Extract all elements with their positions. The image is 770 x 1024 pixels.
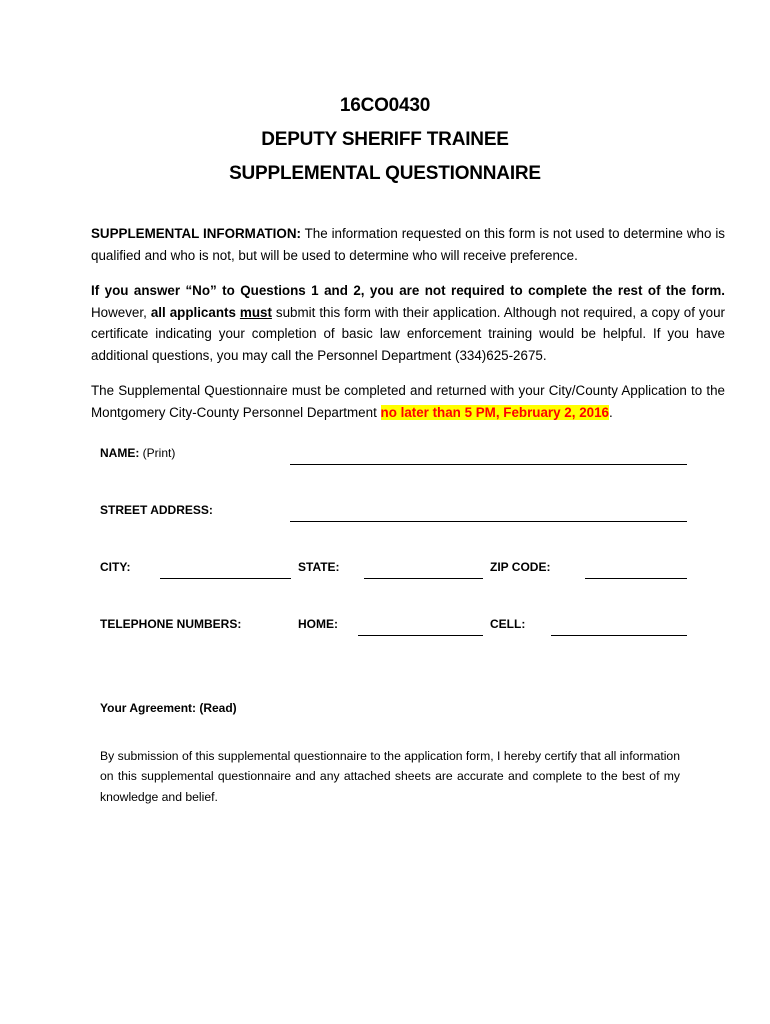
instructions-must: must	[239, 304, 272, 320]
instructions-rest: submit this form with their application. Although not required, a copy of your certificate indicating your completion of basic law enforcement training would be helpful. If you have additional questions, you may call the Personnel Department (334)625-2675.	[91, 304, 725, 363]
cell-phone-field[interactable]	[551, 635, 687, 636]
state-label: STATE:	[298, 560, 340, 574]
telephone-label: TELEPHONE NUMBERS:	[100, 617, 242, 631]
intro-paragraph	[91, 223, 725, 266]
name-hint: (Print)	[139, 446, 176, 460]
instructions-however: However,	[91, 304, 151, 320]
intro-text: The information requested on this form is not used to determine who is qualified and who is not, but will be used to determine who will receive preference.	[91, 226, 725, 263]
state-field[interactable]	[364, 578, 483, 579]
agreement-text: By submission of this supplemental questionnaire to the application form, I hereby certify that all information on this supplemental questionnaire and any attached sheets are accurate and complete to the best of my knowledge and belief.	[100, 749, 680, 804]
name-label: NAME:	[100, 446, 140, 460]
zip-code-label: ZIP CODE:	[490, 560, 551, 574]
home-phone-label: HOME:	[298, 617, 338, 631]
cell-phone-label: CELL:	[490, 617, 526, 631]
name-label-group	[100, 446, 175, 460]
deadline-paragraph	[91, 380, 725, 423]
agreement-heading: Your Agreement: (Read)	[100, 701, 237, 715]
city-label: CITY:	[100, 560, 131, 574]
intro-lead: SUPPLEMENTAL INFORMATION:	[91, 226, 301, 241]
street-address-label: STREET ADDRESS:	[100, 503, 213, 517]
deadline-text: The Supplemental Questionnaire must be completed and returned with your City/County Application to the Montgomery City-County Personnel Department	[91, 383, 725, 420]
instructions-bold-sentence: If you answer “No” to Questions 1 and 2, you are not required to complete the rest of the form.	[91, 283, 725, 298]
name-field[interactable]	[290, 464, 687, 465]
street-address-field[interactable]	[290, 521, 687, 522]
form-subtitle: SUPPLEMENTAL QUESTIONNAIRE	[229, 163, 541, 184]
deadline-end: .	[608, 404, 613, 420]
instructions-all-applicants: all applicants	[150, 304, 236, 320]
form-title: DEPUTY SHERIFF TRAINEE	[261, 129, 509, 150]
home-phone-field[interactable]	[358, 635, 483, 636]
instructions-paragraph	[91, 280, 725, 366]
zip-code-field[interactable]	[585, 578, 687, 579]
city-field[interactable]	[160, 578, 291, 579]
deadline-highlight: no later than 5 PM, February 2, 2016	[380, 404, 609, 420]
form-code: 16CO0430	[339, 95, 431, 116]
